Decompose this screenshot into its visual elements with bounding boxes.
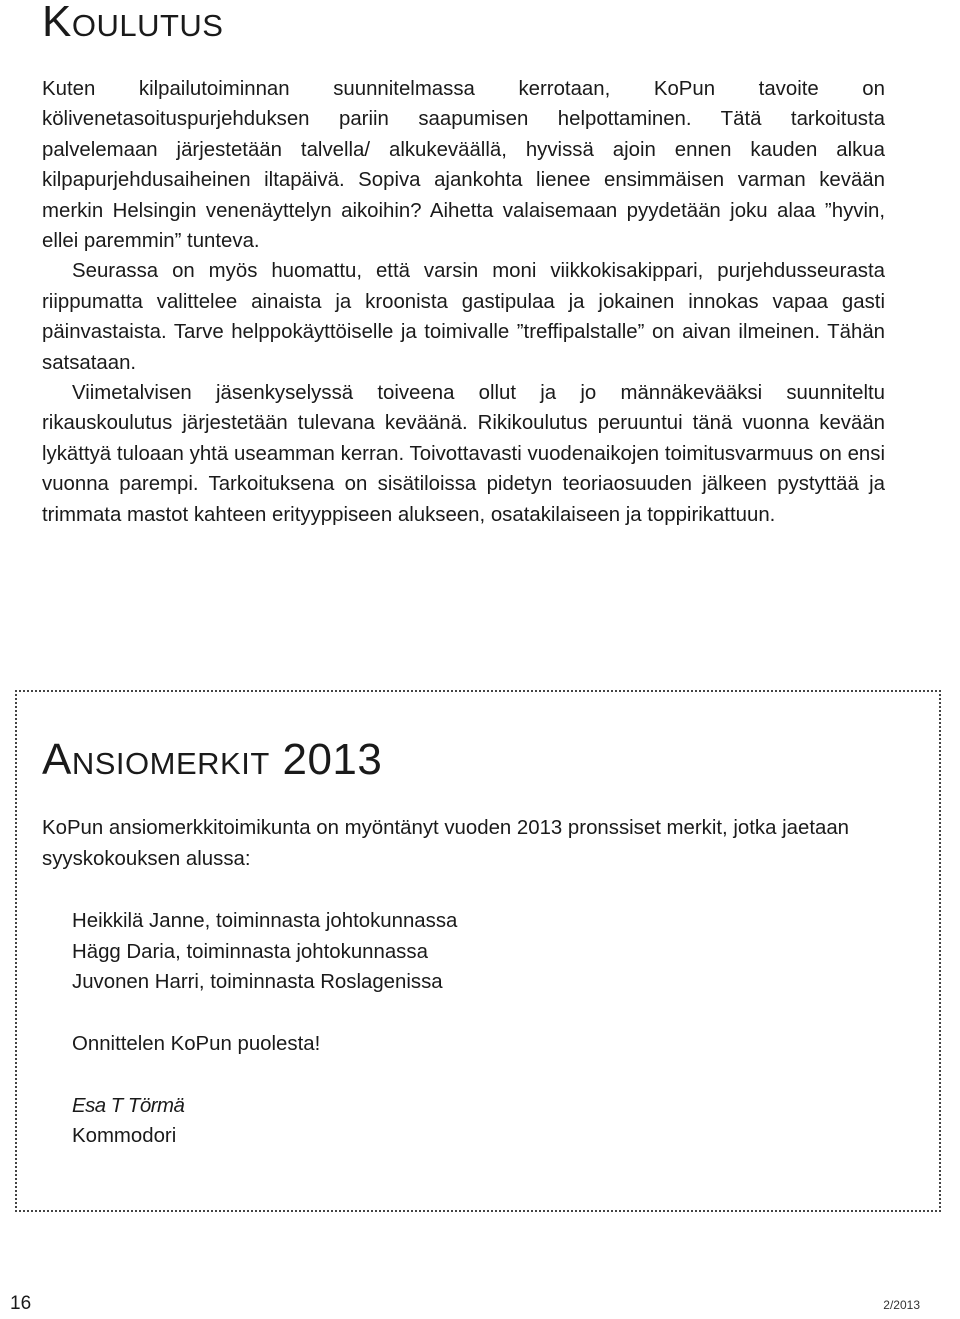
section-title-koulutus: Koulutus: [42, 0, 224, 46]
recipients-list: [72, 906, 457, 998]
koulutus-paragraph: Kuten kilpailutoiminnan suunnitelmassa kerrotaan, KoPun tavoite on kölivenetasoituspurjehduksen pariin saapumisen helpottaminen. Tätä tarkoitusta palvelemaan järjestetään talvella/ alkukeväällä, hyvissä ajoin ennen kauden alkua kilpapurjehdusaiheinen iltapäivä. Sopiva ajankohta lienee ensimmäisen varman kevään merkin Helsingin venenäyttelyn aikoihin? Aihetta valaisemaan pyydetään joku alaa ”hyvin, ellei paremmin” tunteva.: [42, 78, 885, 253]
awards-intro: KoPun ansiomerkkitoimikunta on myöntänyt vuoden 2013 pronssiset merkit, jotka jaetaan syyskokouksen alussa:: [42, 817, 850, 870]
issue-number: 2/2013: [883, 1298, 920, 1312]
recipient-item: Hägg Daria, toiminnasta johtokunnassa: [72, 940, 428, 963]
recipient-item: Juvonen Harri, toiminnasta Roslagenissa: [72, 971, 443, 993]
signature-name: Esa T Törmä: [72, 1095, 185, 1117]
page-number: 16: [10, 1293, 32, 1314]
koulutus-body: [42, 74, 885, 530]
section-title-ansiomerkit: Ansiomerkit 2013: [42, 735, 383, 784]
koulutus-paragraph: Viimetalvisen jäsenkyselyssä toiveena ollut ja jo männäkevääksi suunniteltu rikauskoulutus järjestetään tulevana keväänä. Rikikoulutus peruuntui tänä vuonna kevään lykättyä tuloaan yhtä useamman kerran. Toivottavasti vuodenaikojen toimitusvarmuus on ensi vuonna parempi. Tarkoituksena on sisätiloissa pidetyn teoriaosuuden jälkeen pystyttää ja trimmata mastot kahteen erityyppiseen alukseen, osatakilaiseen ja toppirikattuun.: [42, 382, 885, 526]
congratulations-line: Onnittelen KoPun puolesta!: [72, 1033, 321, 1055]
koulutus-paragraph: Seurassa on myös huomattu, että varsin moni viikkokisakippari, purjehdusseurasta riippumatta valittelee ainaista ja kroonista gastipulaa ja jokainen innokas vapaa gasti päinvastaista. Tarve helppokäyttöiselle ja toimivalle ”treffipalstalle” on aivan ilmeinen. Tähän satsataan.: [42, 260, 885, 374]
signature-title: Kommodori: [72, 1125, 177, 1147]
recipient-item: Heikkilä Janne, toiminnasta johtokunnassa: [72, 910, 458, 932]
